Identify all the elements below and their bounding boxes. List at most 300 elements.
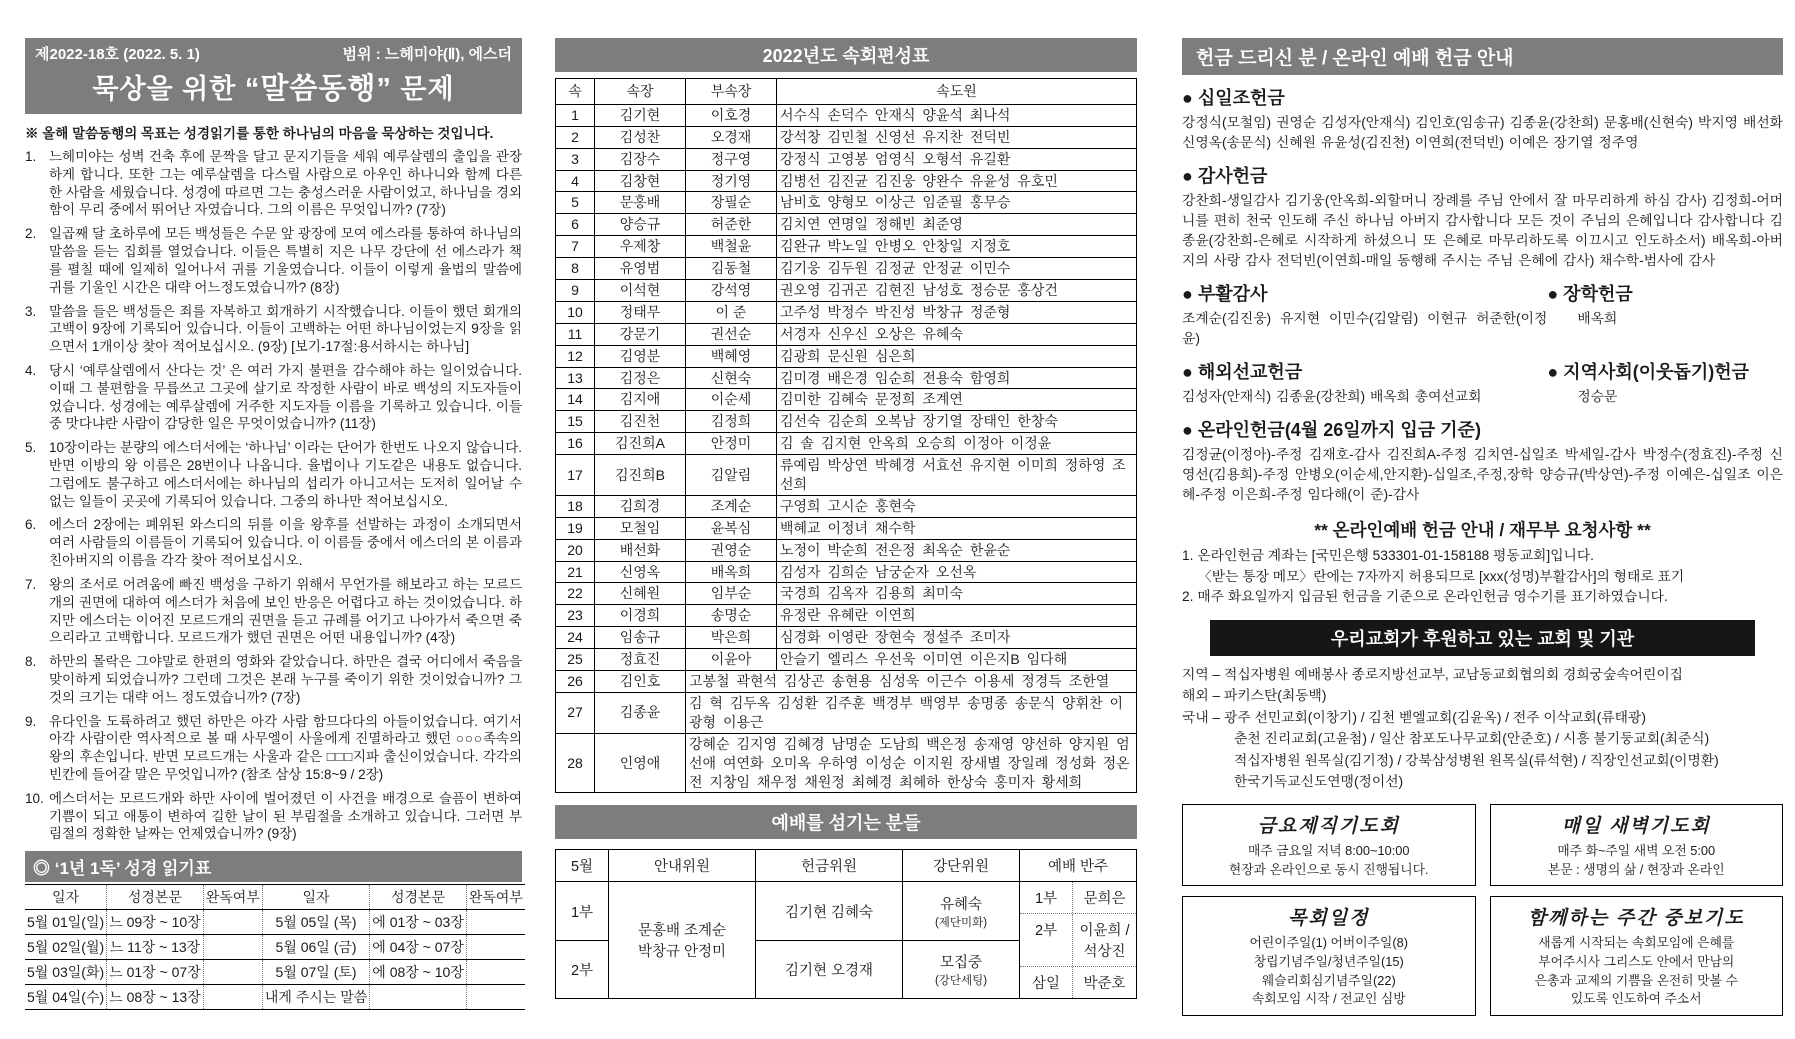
roster-class-number: 14 [556,389,595,411]
reading-date-2: 내게 주시는 말씀 [262,985,369,1010]
roster-col-subleader: 부속장 [686,79,777,105]
roster-class-number: 1 [556,104,595,126]
serving-offering-2: 김기현 오경재 [756,940,903,999]
question-text: 10장이라는 분량의 에스더서에는 ‘하나님’ 이라는 단어가 한번도 나오지 않습니다. 반면 이방의 왕 이름은 28번이나 나옵니다. 율법이나 기도같은 내용도 없습니다. 그럼에도 불구하고 에스더서에는 하나님의 섭리가 아니고서는 도저히 일어날 수 없는 일들이 곳곳에 기록되어 있습니다. 그중의 하나만 적어보십시오. [49,440,522,509]
question-text: 에스더서는 모르드개와 하만 사이에 벌어졌던 이 사건을 배경으로 슬픔이 변하여 기쁨이 되고 애통이 변하여 길한 날이 된 부림절을 소개하고 있습니다. 그러면 부림절의 정확한 날짜는 언제였습니까? (9장) [49,790,522,842]
goal-statement: ※ 올해 말씀동행의 목표는 성경읽기를 통한 하나님의 마음을 묵상하는 것입니다. [25,126,494,141]
roster-leader: 정태무 [595,301,686,323]
roster-class-number: 6 [556,214,595,236]
roster-class-number: 16 [556,433,595,455]
reading-passage-2: 에 04장 ~ 07장 [370,935,467,960]
question-number: 7. [25,576,37,592]
roster-members: 고주성 박정수 박진성 박창규 정준형 [777,301,1137,323]
roster-row [556,411,1137,433]
roster-subleader: 김동철 [686,258,777,280]
online-offering-section-body: 김정균(이정아)-주정 김재호-감사 김진희A-주정 김치연-십일조 박세일-감사 박정수(정효진)-주정 신영선(김용희)-주정 안병오(이순세,안지환)-십일조,주정,장학 양승규(박상연)-주정 이예은-십일조 이은혜-주정 이은희-주정 임다해(이 준)-감사 [1182,447,1783,502]
roster-members: 강정식 고영봉 엄영식 오형석 유길환 [777,148,1137,170]
roster-leader: 배선화 [595,539,686,561]
serving-chancel-1-note: (제단미화) [934,916,988,929]
question-item [25,303,522,356]
roster-col-leader: 속장 [595,79,686,105]
roster-subleader: 조계순 [686,495,777,517]
issue-number: 제2022-18호 (2022. 5. 1) [35,46,200,63]
support-line: 해외 – 파키스탄(최동백) [1182,688,1327,704]
middle-column [555,38,1137,999]
roster-class-number: 4 [556,170,595,192]
support-line: 국내 – 광주 선민교회(이창기) / 김천 벧엘교회(김윤옥) / 전주 이삭교회(류태광) [1182,709,1646,725]
tithe-section-title: ● 십일조헌금 [1182,88,1285,108]
roster-row [556,649,1137,671]
friday-prayer-box [1182,804,1476,886]
roster-col-members: 속도원 [777,79,1137,105]
page-title [35,66,512,107]
roster-leader: 김지애 [595,389,686,411]
roster-class-number: 26 [556,671,595,693]
roster-leader: 임송규 [595,627,686,649]
roster-row [556,455,1137,496]
question-item [25,225,522,296]
serving-guides-line2: 박창규 안정미 [637,944,727,961]
box-line: 현장과 온라인으로 동시 진행됩니다. [1228,861,1429,877]
serving-chancel-2 [903,940,1020,999]
box-line: 매주 금요일 저녁 8:00~10:00 [1247,843,1410,859]
ministry-schedule-box [1182,896,1476,1015]
reading-col-done-2: 완독여부 [466,885,525,910]
roster-leader: 신영옥 [595,561,686,583]
roster-leader: 김기현 [595,104,686,126]
roster-subleader: 백혜영 [686,345,777,367]
scholarship-section [1547,271,1783,349]
online-offering-section-title: ● 온라인헌금(4월 26일까지 입금 기준) [1182,420,1481,440]
serving-chancel-1 [903,882,1020,941]
serving-row-first [556,882,1137,941]
reading-date-1: 5월 01일(일) [25,910,107,935]
question-list [25,148,522,843]
announcement-boxes [1182,804,1783,1015]
roster-subleader: 배옥희 [686,561,777,583]
reading-row [25,910,525,935]
roster-class-number: 17 [556,455,595,496]
serving-chancel-1-name: 유혜숙 [939,896,983,913]
online-notice-line: 〈받는 통장 메모〉란에는 7자까지 허용되므로 [xxx(성명)부활감사]의 형태로 표기 [1198,568,1685,584]
roster-class-number: 11 [556,323,595,345]
serving-header-row [556,850,1137,882]
reading-header-row [25,885,525,910]
roster-members: 김 혁 김두옥 김성환 김주훈 백경부 백영부 송명종 송문식 양휘찬 이광형 이용근 [686,692,1137,733]
community-section-body: 정승문 [1577,389,1618,404]
roster-members: 구영희 고시순 홍현숙 [777,495,1137,517]
question-item [25,713,522,784]
roster-members: 서수식 손덕수 안재식 양윤석 최나석 [777,104,1137,126]
reading-table-header-bar: ◎ ‘1년 1독’ 성경 읽기표 [25,851,522,882]
tithe-section-body: 강정식(모철임) 권영순 김성자(안재식) 김인호(임송규) 김종윤(강찬희) 문홍배(신현숙) 박지영 배선화 신영옥(송문식) 신혜원 유윤성(김진천) 이연희(전덕빈) 이예은 장기열 정주영 [1182,115,1783,150]
question-text: 느헤미야는 성벽 건축 후에 문짝을 달고 문지기들을 세워 예루살렘의 출입을 관장하게 합니다. 또한 그는 예루살렘을 다스릴 사람으로 아우인 하나니와 함께 다른 한 사람을 세웠습니다. 성경에 따르면 그는 충성스러운 사람이었고, 하나님을 경외함이 무리 중에서 뛰어난 자였습니다. 그의 이름은 무엇입니까? (7장) [49,149,522,218]
box-line: 웨슬리회심기념주일(22) [1261,972,1396,988]
easter-scholarship-row [1182,271,1783,349]
roster-subleader: 이호경 [686,104,777,126]
roster-members: 유정란 유혜란 이연희 [777,605,1137,627]
accompanist-row [1020,914,1136,967]
box-line: 어린이주일(1) 어버이주일(8) [1249,935,1408,951]
roster-members: 김미한 김혜숙 문정희 조계연 [777,389,1137,411]
dawn-prayer-box [1490,804,1784,886]
roster-class-number: 2 [556,126,595,148]
accompanist-name: 박준호 [1083,976,1126,993]
roster-subleader: 김알림 [686,455,777,496]
roster-subleader: 백철윤 [686,236,777,258]
reading-passage-2 [370,985,467,1010]
reading-row [25,960,525,985]
question-number: 4. [25,362,37,378]
friday-prayer-title: 금요제직기도회 [1257,816,1400,838]
reading-done-2 [466,960,525,985]
roster-members: 강혜순 김지영 김혜경 남명순 도남희 백은정 송재영 양선하 양지원 엄선애 여연화 오미옥 우하영 이성순 이지원 장새별 장일례 정성화 정온전 지창임 채우정 채원정 최혜경 최혜하 한상숙 홍미자 황세희 [686,733,1137,793]
roster-leader: 신혜원 [595,583,686,605]
roster-row [556,126,1137,148]
roster-leader: 김인호 [595,671,686,693]
roster-members: 서경자 신우신 오상은 유혜숙 [777,323,1137,345]
thanks-section-title: ● 감사헌금 [1182,166,1268,186]
roster-leader: 김창현 [595,170,686,192]
serving-header-bar: 예배를 섬기는 분들 [555,805,1137,839]
scripture-range: 범위 : 느헤미야(Ⅱ), 에스더 [342,46,512,63]
scholarship-section-body: 배옥희 [1577,311,1618,326]
roster-members: 강석창 김민철 신영선 유지찬 전덕빈 [777,126,1137,148]
page-title-prefix: 묵상을 위한 [92,74,237,104]
roster-subleader: 이 준 [686,301,777,323]
roster-header-row [556,79,1137,105]
masthead-top-row [35,43,512,64]
roster-subleader: 박은희 [686,627,777,649]
roster-members: 김 솔 김지현 안옥희 오승희 이정아 이정윤 [777,433,1137,455]
reading-done-2 [466,985,525,1010]
dawn-prayer-title: 매일 새벽기도회 [1561,816,1711,838]
roster-leader: 이경희 [595,605,686,627]
question-number: 9. [25,713,37,729]
roster-subleader: 오경재 [686,126,777,148]
roster-members: 남비호 양형모 이상근 임준필 홍무승 [777,192,1137,214]
roster-members: 김광희 문신원 심은희 [777,345,1137,367]
roster-subleader: 이윤아 [686,649,777,671]
roster-subleader: 신현숙 [686,367,777,389]
serving-col-month: 5월 [556,850,609,882]
ministry-schedule-lines [1187,934,1471,1008]
roster-class-number: 3 [556,148,595,170]
roster-row [556,389,1137,411]
mission-community-row [1182,349,1783,407]
mission-section [1182,349,1547,407]
roster-members: 고봉철 곽현석 김상곤 송현용 심성욱 이근수 이용세 정경득 조한열 [686,671,1137,693]
roster-subleader: 정기영 [686,170,777,192]
question-text: 말씀을 들은 백성들은 죄를 자복하고 회개하기 시작했습니다. 이들이 했던 회개의 고백이 9장에 기록되어 있습니다. 이들이 고백하는 어떤 하나님이었는지 9장을 읽으면서 1개이상 찾아 적어보십시오. (9장) [보기-17절:용서하시는 하나님] [49,303,522,355]
reading-done-1 [203,960,262,985]
masthead [25,38,522,114]
roster-leader: 유영범 [595,258,686,280]
roster-subleader: 송명순 [686,605,777,627]
serving-table [555,849,1137,999]
roster-members: 권오영 김귀곤 김현진 남성호 정승문 홍상건 [777,280,1137,302]
question-text: 왕의 조서로 어려움에 빠진 백성을 구하기 위해서 무언가를 해보라고 하는 모르드개의 권면에 대하여 에스더가 처음에 보인 반응은 어렵다고 하는 것이었습니다. 하지만 에스더는 이어진 모르드개의 권면을 듣고 규례를 어기고 나아가서 죽으면 죽으리라고 고백합니다. 모르드개가 했던 권면은 어떤 내용입니까? (4장) [49,576,522,646]
reading-col-date-2: 일자 [262,885,369,910]
roster-class-number: 9 [556,280,595,302]
box-line: 속회모임 시작 / 전교인 심방 [1251,991,1406,1007]
roster-members: 국경희 김옥자 김용희 최미숙 [777,583,1137,605]
box-line: 은총과 교제의 기쁨을 온전히 맛볼 수 [1534,972,1738,988]
roster-leader: 김정은 [595,367,686,389]
roster-members: 김완규 박노일 안병오 안창일 지정호 [777,236,1137,258]
roster-members: 안슬기 엘리스 우선욱 이미연 이은지B 임다해 [777,649,1137,671]
question-number: 1. [25,149,37,164]
serving-col-offering: 헌금위원 [756,850,903,882]
accompanist-row [1020,967,1136,998]
reading-col-done-1: 완독여부 [203,885,262,910]
roster-class-number: 24 [556,627,595,649]
reading-col-passage-1: 성경본문 [107,885,204,910]
roster-subleader: 장필순 [686,192,777,214]
question-number: 5. [25,440,37,456]
roster-class-number: 20 [556,539,595,561]
roster-row-merged [556,671,1137,693]
question-number: 10. [25,790,44,806]
intercession-box [1490,896,1784,1015]
online-notice-line: 2. 매주 화요일까지 입금된 헌금을 기준으로 온라인헌금 영수기를 표기하였습니다. [1182,589,1668,605]
community-section-title: ● 지역사회(이웃돕기)헌금 [1547,362,1750,382]
roster-row [556,433,1137,455]
roster-row [556,104,1137,126]
question-number: 2. [25,226,37,242]
roster-row [556,517,1137,539]
mission-section-body: 김성자(안재식) 김종윤(강찬희) 배옥희 총여선교회 [1182,389,1482,404]
reading-passage-2: 에 01장 ~ 03장 [370,910,467,935]
roster-members: 김선숙 김순희 오복남 장기열 장태인 한창숙 [777,411,1137,433]
reading-col-passage-2: 성경본문 [370,885,467,910]
roster-class-number: 12 [556,345,595,367]
reading-done-1 [203,935,262,960]
roster-leader: 정효진 [595,649,686,671]
roster-row [556,214,1137,236]
accompanist-list [1020,882,1136,998]
roster-members: 심경화 이영란 장현숙 정설주 조미자 [777,627,1137,649]
right-column [1182,38,1783,1016]
reading-done-2 [466,935,525,960]
box-line: 부어주시사 그리스도 안에서 만남의 [1538,953,1735,969]
roster-class-number: 18 [556,495,595,517]
thanks-section-body: 강찬희-생일감사 김기웅(안옥희-외할머니 장례를 주님 안에서 잘 마무리하게 하심 감사) 김정희-어머니를 편히 천국 인도해 주신 하나님 아버지 감사합니다 모든 것이 주님의 은혜입니다 감사합니다 김종윤(강찬희-은혜로 시작하게 하셨으니 또 은혜로 마무리하도록 이끄시고 인도하소서) 배옥희-아버지의 사랑 감사 전덕빈(이연희-매일 동행해 주시는 주님 은혜에 감사) 채수학-범사에 감사 [1182,193,1783,268]
roster-row [556,367,1137,389]
serving-guides-line1: 문홍배 조계순 [637,923,727,940]
roster-row-merged [556,692,1137,733]
scholarship-section-title: ● 장학헌금 [1547,284,1633,304]
roster-leader: 김진희A [595,433,686,455]
intercession-title: 함께하는 주간 중보기도 [1527,908,1745,930]
offerings-header-bar: 헌금 드리신 분 / 온라인 예배 헌금 안내 [1182,38,1783,75]
roster-members: 김치연 연명일 정해빈 최준영 [777,214,1137,236]
roster-row [556,627,1137,649]
box-line: 본문 : 생명의 삶 / 현장과 온라인 [1547,861,1725,877]
question-number: 6. [25,517,37,533]
roster-row [556,170,1137,192]
question-item [25,516,522,569]
question-item [25,439,522,510]
reading-date-2: 5월 05일 (목) [262,910,369,935]
question-text: 일곱째 달 초하루에 모든 백성들은 수문 앞 광장에 모여 에스라를 통하여 하나님의 말씀을 듣는 집회를 열었습니다. 이들은 특별히 지은 나무 강단에 선 에스라가 책를 펼칠 때에 일제히 일어나서 귀를 기울였습니다. 이들이 이렇게 율법의 말씀에 귀를 기울인 시간은 대략 어느정도였습니까? (8장) [49,226,522,295]
roster-class-number: 15 [556,411,595,433]
roster-subleader: 권선순 [686,323,777,345]
roster-members: 김미경 배은경 임순희 전용숙 함영희 [777,367,1137,389]
reading-row [25,935,525,960]
question-item [25,790,522,843]
roster-row [556,539,1137,561]
question-item [25,148,522,219]
roster-row [556,583,1137,605]
roster-class-number: 13 [556,367,595,389]
roster-row [556,192,1137,214]
serving-service-label-2: 2부 [556,940,609,999]
box-line: 있도록 인도하여 주소서 [1570,991,1702,1007]
reading-passage-1: 느 01장 ~ 07장 [107,960,204,985]
roster-class-number: 21 [556,561,595,583]
bible-reading-table [25,884,525,1010]
roster-members: 노정이 박순희 전은정 최옥순 한윤순 [777,539,1137,561]
ministry-schedule-title: 목회일정 [1288,908,1370,930]
roster-leader: 인영애 [595,733,686,793]
roster-row [556,561,1137,583]
reading-done-1 [203,985,262,1010]
serving-col-chancel: 강단위원 [903,850,1020,882]
roster-leader: 김희경 [595,495,686,517]
roster-row [556,605,1137,627]
roster-class-number: 23 [556,605,595,627]
reading-date-2: 5월 06일 (금) [262,935,369,960]
roster-leader: 김진희B [595,455,686,496]
reading-date-1: 5월 03일(화) [25,960,107,985]
question-text: 하만의 몰락은 그야말로 한편의 영화와 같았습니다. 하만은 결국 어디에서 죽음을 맞이하게 되었습니까? 그런데 그것은 본래 누구를 죽이기 위한 것이었습니까? 그것의 크기는 대략 어느 정도였습니까? (7장) [49,654,522,705]
roster-subleader: 임부순 [686,583,777,605]
roster-leader: 김종윤 [595,692,686,733]
question-item [25,362,522,433]
roster-members: 김기웅 김두원 김정균 안정균 이민수 [777,258,1137,280]
roster-subleader: 권영순 [686,539,777,561]
roster-row [556,301,1137,323]
accompanist-service-label: 2부 [1020,914,1073,966]
serving-service-label-1: 1부 [556,882,609,941]
question-text: 에스더 2장에는 폐위된 와스디의 뒤를 이을 왕후를 선발하는 과정이 소개되면서 여러 사람들의 이름들이 기록되어 있습니다. 이 이름들 중에서 에스더의 본 이름과 친아버지의 이름을 각각 찾아 적어보십시오. [49,517,522,569]
roster-row [556,148,1137,170]
reading-done-2 [466,910,525,935]
serving-col-guides: 안내위원 [609,850,756,882]
roster-row [556,495,1137,517]
reading-passage-1: 느 09장 ~ 10장 [107,910,204,935]
roster-row [556,280,1137,302]
roster-subleader: 정구영 [686,148,777,170]
roster-class-number: 19 [556,517,595,539]
serving-chancel-2-name: 모집중 [939,955,983,972]
roster-leader: 김진천 [595,411,686,433]
accompanist-name: 이윤희 / 석상진 [1079,923,1130,961]
roster-class-number: 10 [556,301,595,323]
box-line: 새롭게 시작되는 속회모임에 은혜를 [1538,935,1735,951]
reading-date-1: 5월 04일(수) [25,985,107,1010]
roster-row [556,236,1137,258]
roster-class-number: 28 [556,733,595,793]
accompanist-service-label: 1부 [1020,882,1073,913]
roster-leader: 김성찬 [595,126,686,148]
easter-section [1182,271,1547,349]
easter-section-body: 조계순(김진웅) 유지현 이민수(김알림) 이현규 허준한(이정윤) [1182,311,1548,346]
page-title-suffix: 문제 [400,74,455,104]
accompanist-row [1020,882,1136,914]
online-notice-lines [1182,546,1783,608]
box-line: 매주 화~주일 새벽 오전 5:00 [1557,843,1716,859]
roster-subleader: 이순세 [686,389,777,411]
roster-leader: 양승규 [595,214,686,236]
roster-row [556,323,1137,345]
reading-col-date-1: 일자 [25,885,107,910]
roster-row [556,258,1137,280]
reading-passage-1: 느 08장 ~ 13장 [107,985,204,1010]
roster-subleader: 안정미 [686,433,777,455]
roster-leader: 우제창 [595,236,686,258]
roster-leader: 강문기 [595,323,686,345]
box-line: 창립기념주일/청년주일(15) [1253,953,1404,969]
roster-subleader: 김정희 [686,411,777,433]
roster-leader: 김영분 [595,345,686,367]
roster-class-number: 25 [556,649,595,671]
question-number: 8. [25,654,37,670]
roster-subleader: 윤복심 [686,517,777,539]
roster-col-num: 속 [556,79,595,105]
roster-class-number: 7 [556,236,595,258]
roster-members: 김병선 김진균 김진웅 양완수 유윤성 유호민 [777,170,1137,192]
friday-prayer-lines [1187,842,1471,879]
support-line: 지역 – 적십자병원 예배봉사 종로지방선교부, 교남동교회협의회 경희궁숲속어린이집 [1182,667,1683,683]
roster-header-bar: 2022년도 속회편성표 [555,38,1137,72]
accompanist-service-label: 삼일 [1020,967,1073,998]
reading-row [25,985,525,1010]
support-line: 적십자병원 원목실(김기정) / 강북삼성병원 원목실(류석현) / 직장인선교회(이명환) [1234,752,1719,768]
roster-leader: 모철임 [595,517,686,539]
serving-offering-1: 김기현 김혜숙 [756,882,903,941]
question-number: 3. [25,303,37,319]
roster-leader: 이석현 [595,280,686,302]
online-notice-title: ** 온라인예배 헌금 안내 / 재무부 요청사항 ** [1314,520,1651,540]
question-text: 유다인을 도륙하려고 했던 하만은 아각 사람 함므다다의 아들이었습니다. 여기서 아각 사람이란 역사적으로 볼 때 사무엘이 사울에게 진멸하라고 했던 ○○○족속의 왕의 후손입니다. 반면 모르드개는 사울과 같은 □□□지파 출신이었습니다. 각각의 빈칸에 들어갈 말은 무엇입니까? (참조 삼상 15:8~9 / 2장) [49,713,522,782]
question-item [25,576,522,647]
online-notice-line: 1. 온라인헌금 계좌는 [국민은행 533301-01-158188 평동교회]입니다. [1182,548,1595,563]
roster-leader: 김장수 [595,148,686,170]
question-text: 당시 ‘예루살렘에서 산다는 것’ 은 여러 가지 불편을 감수해야 하는 일이었습니다. 이때 그 불편함을 무릅쓰고 그곳에 살기로 작정한 사람이 바로 백성의 지도자들이었습니다. 성경에는 예루살렘에 거주한 지도자들 이름을 기록하고 있습니다. 이들 중 맛다냐란 사람이 감당한 일은 무엇이었습니까? (11장) [49,362,522,432]
support-lines [1182,664,1783,792]
roster-leader: 문홍배 [595,192,686,214]
roster-subleader: 강석영 [686,280,777,302]
easter-section-title: ● 부활감사 [1182,284,1268,304]
support-header-bar: 우리교회가 후원하고 있는 교회 및 기관 [1210,620,1755,656]
page-title-quoted: “말씀동행” [244,73,392,105]
left-column [25,38,522,1010]
reading-passage-2: 에 08장 ~ 10장 [370,960,467,985]
roster-row-merged [556,733,1137,793]
dawn-prayer-lines [1495,842,1779,879]
serving-accompanist-cell [1020,882,1137,999]
class-roster-table [555,78,1137,793]
serving-guides-cell [609,882,756,999]
mission-section-title: ● 해외선교헌금 [1182,362,1303,382]
serving-chancel-2-note: (강단세팅) [934,975,988,988]
roster-class-number: 27 [556,692,595,733]
question-item [25,653,522,706]
intercession-lines [1495,934,1779,1008]
reading-passage-1: 느 11장 ~ 13장 [107,935,204,960]
